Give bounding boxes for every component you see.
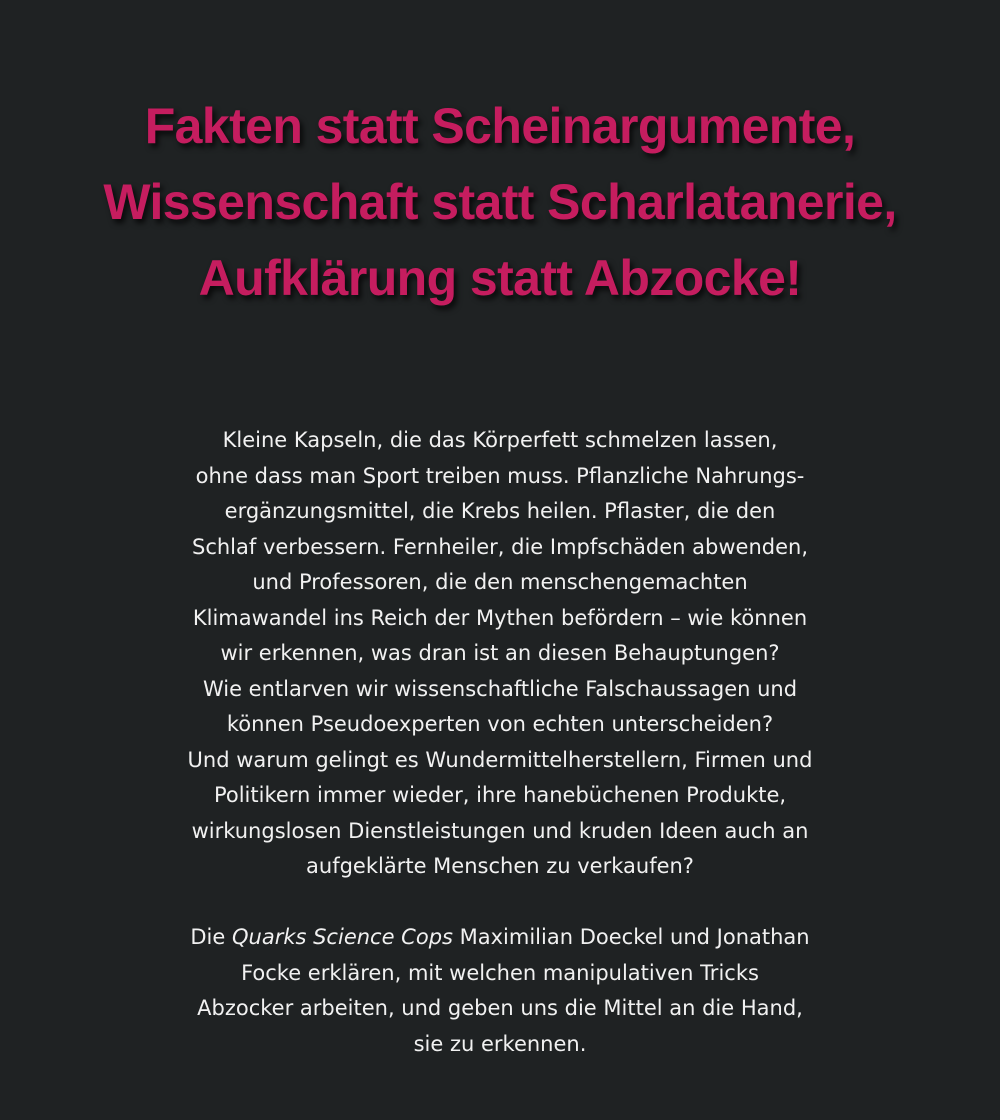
blurb-line: sie zu erkennen.: [413, 1031, 587, 1056]
blurb-line: ohne dass man Sport treiben muss. Pflanzliche Nahrungs-: [195, 463, 805, 488]
blurb-line: wir erkennen, was dran ist an diesen Behauptungen?: [220, 641, 780, 665]
blurb-line: können Pseudoexperten von echten unterscheiden?: [226, 712, 774, 736]
headline: [0, 88, 1000, 316]
headline-line-1: Fakten statt Scheinargumente,: [144, 98, 856, 154]
series-title: Quarks Science Cops: [231, 925, 453, 949]
blurb-line: und Professoren, die den menschengemachten: [252, 570, 748, 594]
blurb-line: aufgeklärte Menschen zu verkaufen?: [306, 854, 694, 878]
blurb-line: Kleine Kapseln, die das Körperfett schmelzen lassen,: [222, 428, 778, 452]
blurb-line: [0, 920, 1000, 956]
blurb-line: Politikern immer wieder, ihre hanebüchenen Produkte,: [213, 783, 787, 807]
blurb-line: wirkungslosen Dienstleistungen und kruden Ideen auch an: [191, 818, 809, 843]
blurb-line: Schlaf verbessern. Fernheiler, die Impfschäden abwenden,: [191, 534, 808, 559]
headline-line-3: Aufklärung statt Abzocke!: [198, 250, 802, 306]
blurb-text: [0, 423, 1000, 1062]
blurb-line: Klimawandel ins Reich der Mythen befördern – wie können: [192, 605, 808, 630]
blurb-paragraph-2: [0, 920, 1000, 1062]
blurb-paragraph-1: [0, 423, 1000, 885]
blurb-text-run: Die: [190, 925, 232, 949]
blurb-line: ergänzungsmittel, die Krebs heilen. Pflaster, die den: [224, 499, 776, 523]
blurb-line: Und warum gelingt es Wundermittelherstellern, Firmen und: [187, 747, 813, 772]
headline-line-2: Wissenschaft statt Scharlatanerie,: [103, 174, 897, 230]
paragraph-gap: [0, 885, 1000, 921]
blurb-line: Wie entlarven wir wissenschaftliche Falschaussagen und: [202, 676, 798, 701]
blurb-line: Focke erklären, mit welchen manipulativen Tricks: [241, 960, 759, 985]
blurb-text-run: Maximilian Doeckel und Jonathan: [452, 925, 810, 949]
blurb-line: Abzocker arbeiten, und geben uns die Mittel an die Hand,: [197, 996, 803, 1020]
